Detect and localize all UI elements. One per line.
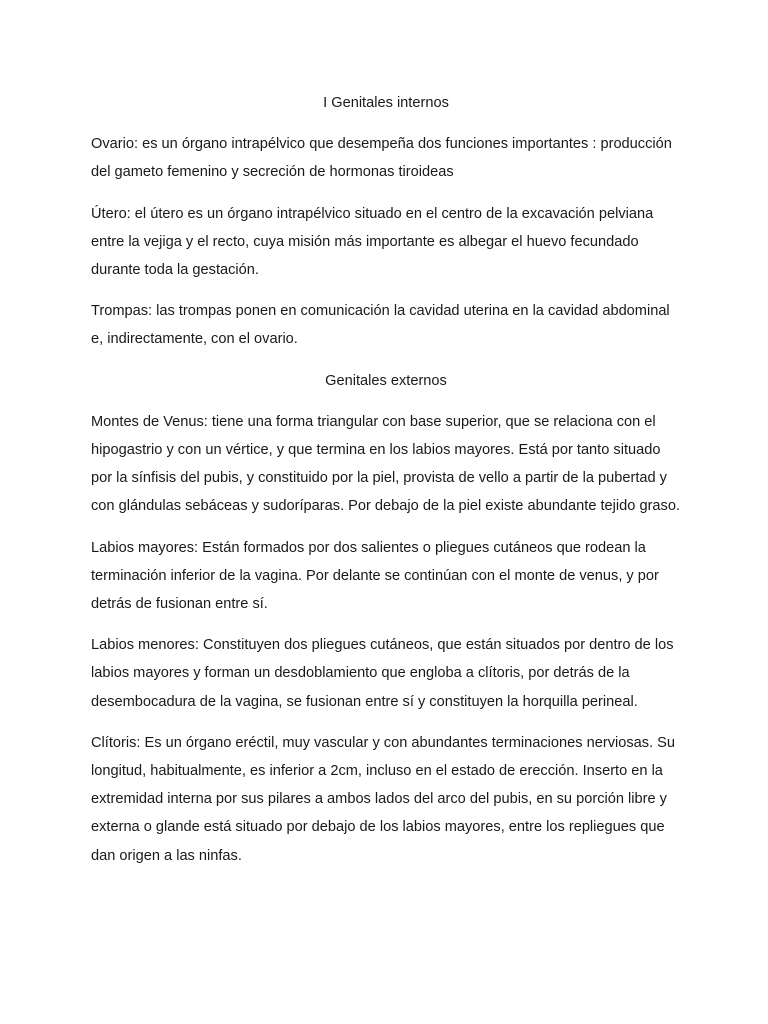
- section-heading-external: Genitales externos: [325, 372, 447, 389]
- document-page: [91, 89, 681, 883]
- paragraph-clitoris: Clítoris: Es un órgano eréctil, muy vascular y con abundantes terminaciones nerviosas. Su longitud, habitualmente, es inferior a 2cm, incluso en el estado de erección. Inserto en la extremidad interna por sus pilares a ambos lados del arco del pubis, en su porción libre y externa o glande está situado por debajo de los labios mayores, entre los repliegues que dan origen a las ninfas.: [91, 734, 676, 864]
- paragraph-ovario: Ovario: es un órgano intrapélvico que desempeña dos funciones importantes : producción del gameto femenino y secreción de hormonas tiroideas: [91, 136, 672, 181]
- section-heading-internal: I Genitales internos: [323, 95, 449, 111]
- paragraph-montes-de-venus: Montes de Venus: tiene una forma triangular con base superior, que se relaciona con el hipogastrio y con un vértice, y que termina en los labios mayores. Está por tanto situado por la sínfisis del pubis, y constituido por la piel, provista de vello a partir de la pubertad y con glándulas sebáceas y sudoríparas. Por debajo de la piel existe abundante tejido graso.: [91, 413, 681, 515]
- paragraph-trompas: Trompas: las trompas ponen en comunicación la cavidad uterina en la cavidad abdominal e, indirectamente, con el ovario.: [91, 303, 670, 348]
- paragraph-labios-menores: Labios menores: Constituyen dos pliegues cutáneos, que están situados por dentro de los labios mayores y forman un desdoblamiento que engloba a clítoris, por detrás de la desembocadura de la vagina, se fusionan entre sí y constituyen la horquilla perineal.: [91, 637, 674, 710]
- paragraph-labios-mayores: Labios mayores: Están formados por dos salientes o pliegues cutáneos que rodean la terminación inferior de la vagina. Por delante se continúan con el monte de venus, y por detrás de fusionan entre sí.: [91, 539, 659, 613]
- paragraph-utero: Útero: el útero es un órgano intrapélvico situado en el centro de la excavación pelviana entre la vejiga y el recto, cuya misión más importante es albegar el huevo fecundado durante toda la gestación.: [91, 205, 654, 279]
